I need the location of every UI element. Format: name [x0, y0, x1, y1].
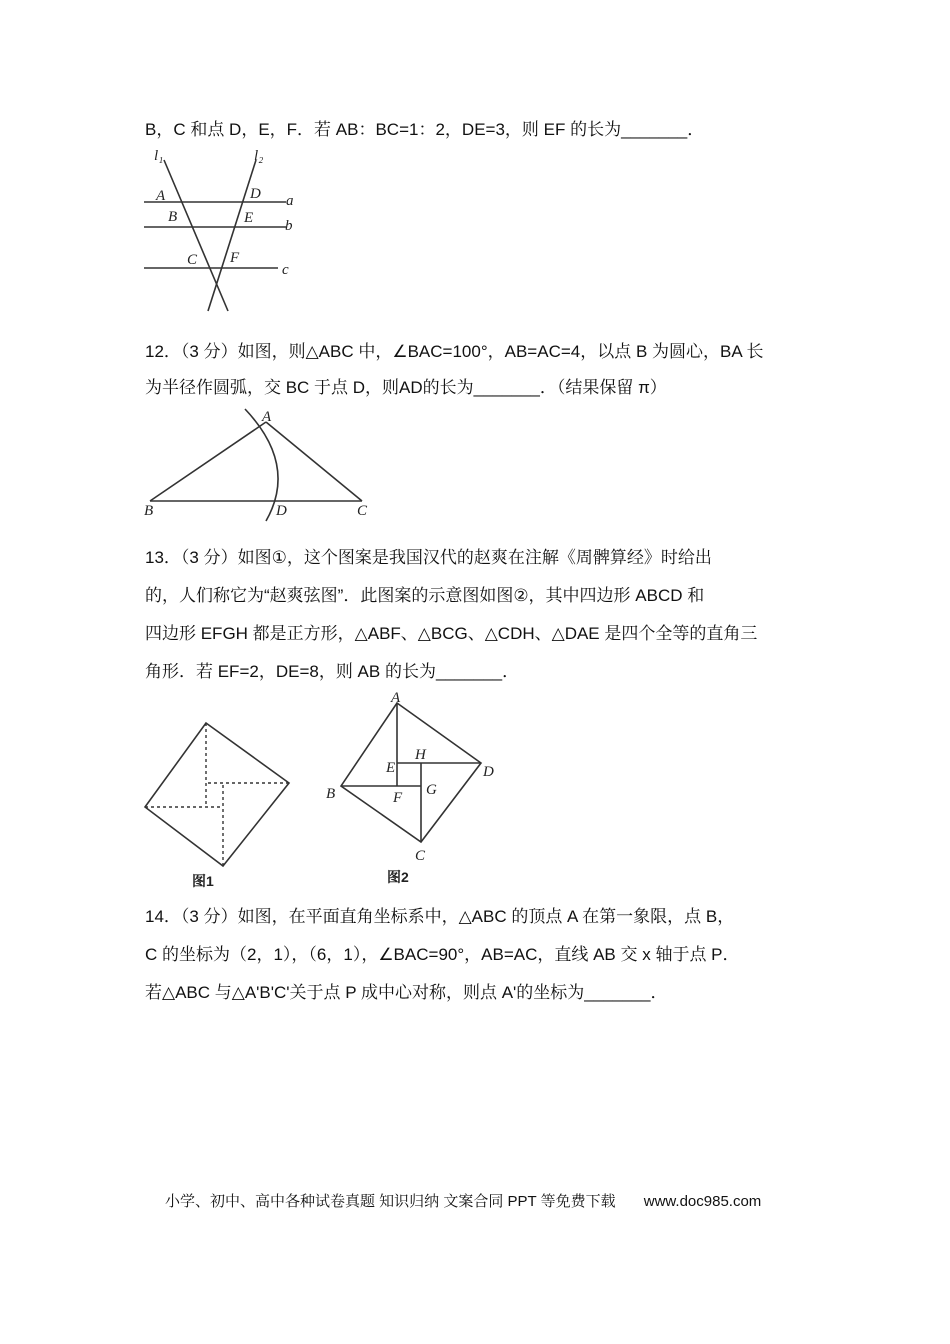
label-a: a: [286, 193, 294, 209]
q13-text-line3: 四边形 EFGH 都是正方形，△ABF、△BCG、△CDH、△DAE 是四个全等的直角三: [145, 624, 758, 643]
q12-text-line1: 12．（3 分）如图，则△ABC 中，∠BAC=100°，AB=AC=4，以点 B 为圆心，BA 长: [145, 342, 764, 361]
label-D: D: [250, 186, 261, 202]
figure-1: [145, 723, 289, 866]
label-F: F: [230, 250, 240, 266]
q13-text-line1: 13．（3 分）如图①，这个图案是我国汉代的赵爽在注解《周髀算经》时给出: [145, 548, 712, 567]
label-B: B: [168, 209, 178, 225]
label-l2: l₂: [254, 148, 264, 164]
label-A: A: [391, 690, 401, 706]
footer-text: 小学、初中、高中各种试卷真题 知识归纳 文案合同 PPT 等免费下载: [165, 1193, 616, 1210]
label-B: B: [144, 503, 154, 519]
q14-text-line2: C 的坐标为（2，1），（6，1），∠BAC=90°，AB=AC，直线 AB 交 x 轴于点 P．: [145, 945, 740, 964]
label-D: D: [276, 503, 287, 519]
label-F: F: [393, 790, 403, 806]
q12-text-line2: 为半径作圆弧，交 BC 于点 D，则AD的长为_______．（结果保留 π）: [145, 378, 667, 397]
label-H: H: [415, 747, 426, 763]
footer-url[interactable]: www.doc985.com: [643, 1193, 762, 1210]
q14-text-line3: 若△ABC 与△A'B'C'关于点 P 成中心对称，则点 A'的坐标为_______．: [145, 983, 668, 1002]
label-C: C: [357, 503, 368, 519]
q13-text-line4: 角形．若 EF=2，DE=8，则 AB 的长为_______．: [145, 662, 520, 681]
figure-2: [341, 703, 481, 842]
label-A: A: [156, 188, 166, 204]
zhao-shuang-figures: [140, 690, 520, 890]
triangle-arc-figure: [138, 405, 378, 523]
q13-text-line2: 的，人们称它为“赵爽弦图”．此图案的示意图如图②，其中四边形 ABCD 和: [145, 586, 705, 605]
figure1-caption: 图1: [192, 873, 214, 889]
label-C: C: [187, 252, 198, 268]
q14-text-line1: 14．（3 分）如图，在平面直角坐标系中，△ABC 的顶点 A 在第一象限，点 B，: [145, 907, 735, 926]
q11-text-line1: B，C 和点 D，E，F．若 AB：BC=1：2，DE=3，则 EF 的长为_______．: [145, 120, 705, 139]
label-c: c: [282, 262, 289, 278]
label-D: D: [483, 764, 494, 780]
label-l1: l₁: [154, 148, 164, 164]
label-C: C: [415, 848, 426, 864]
figure2-caption: 图2: [387, 869, 409, 885]
label-E: E: [244, 210, 254, 226]
label-E: E: [386, 760, 396, 776]
label-A: A: [262, 409, 272, 425]
label-B: B: [326, 786, 336, 802]
page-footer: [165, 1190, 761, 1211]
label-b: b: [285, 218, 293, 234]
parallel-lines-figure: [140, 148, 310, 318]
label-G: G: [426, 782, 437, 798]
